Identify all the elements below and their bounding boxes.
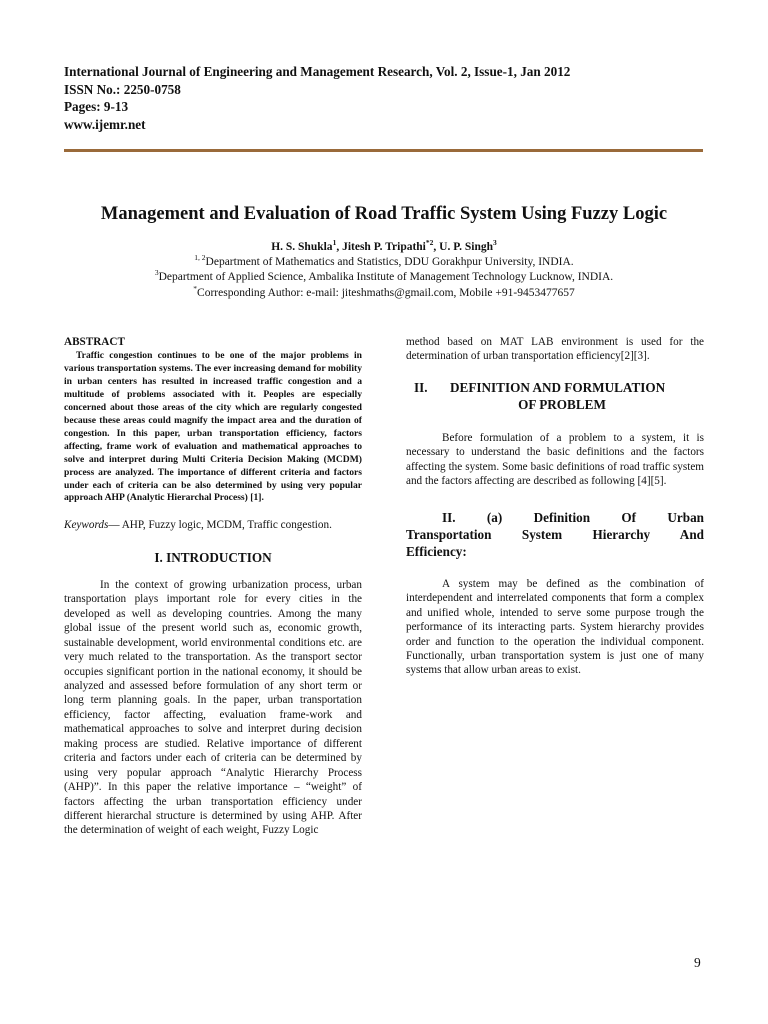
journal-pages: Pages: 9-13 xyxy=(64,99,129,114)
journal-citation: International Journal of Engineering and Management Research, Vol. 2, Issue-1, Jan 2012 xyxy=(64,64,571,79)
author-1-name: H. S. Shukla xyxy=(271,241,333,253)
affiliation-2-sup: 3 xyxy=(154,268,159,278)
journal-header xyxy=(64,63,704,133)
affiliation-2 xyxy=(0,270,768,285)
author-separator: , xyxy=(433,241,440,253)
introduction-body: In the context of growing urbanization process, urban transportation plays important role for every cities in the developed as well as developing countries. Among the many global issue of the present world such as, economic growth, sustainable development, world environmental conditions etc. are very much related to the transportation. As the transport sector occupies significant portion in the national economy, it should be analyzed and assessed before formulation of any short term or long term planning goals. In the paper, urban transportation efficiency, factor affecting, evaluation frame-work and mathematical approaches to solve and interpret during decision making process are studied. Relative importance of different criteria and factors under each of criteria can be determined by using very popular approach “Analytic Hierarchy Process (AHP)”. In this paper the relative importance – “weight” of factors affecting the urban transportation efficiency under different hierarchal structure is determined by using AHP. After the determination of weight of each weight, Fuzzy Logic xyxy=(64,578,362,837)
paper-title: Management and Evaluation of Road Traffic System Using Fuzzy Logic xyxy=(100,204,668,224)
header-rule xyxy=(64,149,703,152)
affiliation-1 xyxy=(0,255,768,270)
author-separator: , xyxy=(336,241,343,253)
author-1-sup: 1 xyxy=(332,238,337,248)
author-2-sup: *2 xyxy=(425,238,434,248)
author-2-name: Jitesh P. Tripathi xyxy=(342,241,426,253)
subsection-2a-heading-line1: II. (a) Definition Of Urban xyxy=(442,509,704,525)
keywords-text: AHP, Fuzzy logic, MCDM, Traffic congestion. xyxy=(121,519,332,532)
keywords-label: Keywords xyxy=(64,519,109,532)
author-3-name: U. P. Singh xyxy=(439,241,494,253)
subsection-2a-heading-line3: Efficiency: xyxy=(406,543,467,559)
abstract-body: Traffic congestion continues to be one of the major problems in various transportation systems. The ever increasing demand for mobility in urban centers has resulted in increased traffic congestion and a multitude of problems associated with it. Peoples are especially concerned about those areas of the city which are regularly congested because these areas could magnify the impact area and the duration of congestion. In this paper, urban transportation efficiency, factors affecting, frame work of evaluation and mathematical approaches to solve and interpret during Multi Criteria Decision Making (MCDM) process are analyzed. The importance of different criteria and factors under each of criteria can be also determined by using very popular approach AHP (Analytic Hierarchal Process) [1]. xyxy=(64,350,362,504)
affiliation-1-text: Department of Mathematics and Statistics, DDU Gorakhpur University, INDIA. xyxy=(205,256,574,268)
author-3-sup: 3 xyxy=(493,238,497,248)
journal-issn: ISSN No.: 2250-0758 xyxy=(64,81,181,97)
corresponding-author xyxy=(0,283,768,301)
section-2-heading-line1: DEFINITION AND FORMULATION xyxy=(450,379,666,395)
section-2-heading xyxy=(406,379,704,413)
keywords xyxy=(64,518,362,532)
subsection-2a-heading-line2: Transportation System Hierarchy And xyxy=(406,526,704,542)
page-number: 9 xyxy=(694,955,701,970)
left-column xyxy=(64,335,362,838)
introduction-continuation: method based on MAT LAB environment is used for the determination of urban transportation efficiency[2][3]. xyxy=(406,336,704,363)
corresponding-sup: * xyxy=(193,283,198,293)
journal-website: www.ijemr.net xyxy=(64,116,146,132)
author-list xyxy=(0,240,768,254)
corresponding-text: Corresponding Author: e-mail: jiteshmaths@gmail.com, Mobile +91-9453477657 xyxy=(197,286,575,299)
right-column xyxy=(406,335,704,678)
section-2-number: II. xyxy=(414,379,428,395)
section-2-heading-line2: OF PROBLEM xyxy=(518,396,606,412)
section-2-body: Before formulation of a problem to a system, it is necessary to understand the basic definitions and the factors affecting the system. Some basic definitions of road traffic system and the factors affecting are described as following [4][5]. xyxy=(406,431,704,488)
affiliation-1-sup: 1, 2 xyxy=(194,253,206,263)
keywords-dash: — xyxy=(108,519,122,532)
affiliations xyxy=(0,255,768,301)
subsection-2a-body: A system may be defined as the combination of interdependent and interrelated components that form a complex and unified whole, intended to serve some purpose trough the performance of its interacting parts. System hierarchy provides order and function to the operation the individual component. Functionally, urban transportation system is just one of many systems that allow urban areas to exist. xyxy=(406,577,704,677)
affiliation-2-text: Department of Applied Science, Ambalika Institute of Management Technology Lucknow, INDIA. xyxy=(158,271,614,284)
subsection-2a-heading xyxy=(406,509,704,560)
abstract-heading: ABSTRACT xyxy=(64,336,125,348)
introduction-heading: I. INTRODUCTION xyxy=(154,549,272,565)
